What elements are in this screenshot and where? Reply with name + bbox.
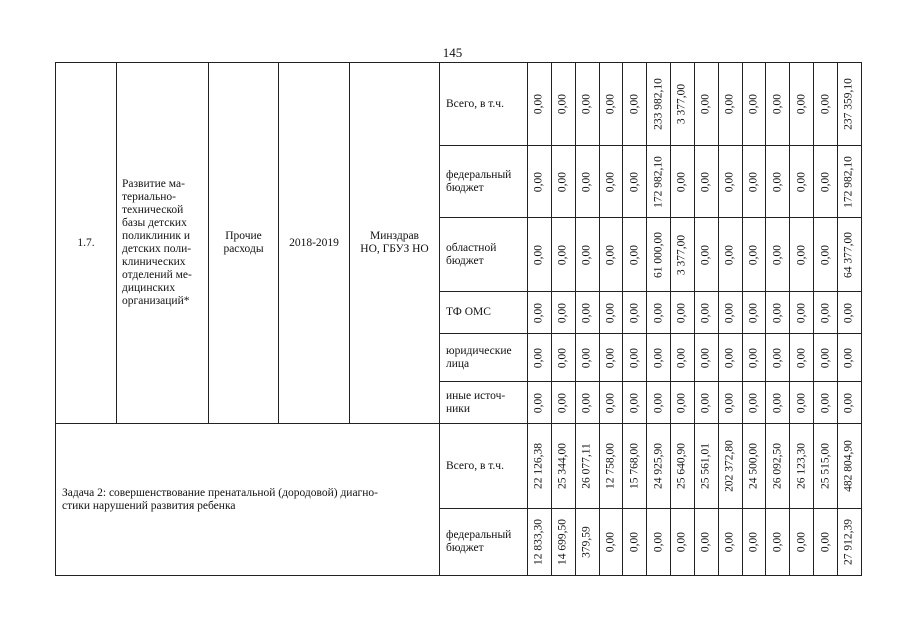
funding-source: федеральный бюджет [440,146,528,218]
row17-line3-value-9: 0,00 [718,218,742,292]
row17-line1-value-14: 237 359,10 [837,63,861,146]
task2-line2-value-13: 0,00 [814,509,838,576]
row17-line1-value-6: 233 982,10 [647,63,671,146]
task2-line2-value-6: 0,00 [647,509,671,576]
row17-line5-value-14: 0,00 [837,334,861,382]
row17-line5-value-2: 0,00 [551,334,575,382]
row17-line6-value-11: 0,00 [766,382,790,424]
row17-line1-value-11: 0,00 [766,63,790,146]
row17-line4-value-9: 0,00 [718,292,742,334]
row17-line2-value-4: 0,00 [599,146,623,218]
task-2-title: Задача 2: совершенствование пренатальной (дородовой) диагно- стики нарушений развития ребенка [56,424,440,576]
row17-line2-value-12: 0,00 [790,146,814,218]
row17-line1-value-4: 0,00 [599,63,623,146]
row17-line5-value-3: 0,00 [575,334,599,382]
executor: Минздрав НО, ГБУЗ НО [350,63,440,424]
expense-type: Прочие расходы [209,63,279,424]
row17-line4-value-6: 0,00 [647,292,671,334]
row17-line1-value-13: 0,00 [814,63,838,146]
task2-line1-value-8: 25 561,01 [694,424,718,509]
row17-line2-value-13: 0,00 [814,146,838,218]
task2-line1-value-12: 26 123,30 [790,424,814,509]
row17-line5-value-5: 0,00 [623,334,647,382]
row17-line4-value-13: 0,00 [814,292,838,334]
funding-source: иные источ- ники [440,382,528,424]
row17-line4-value-2: 0,00 [551,292,575,334]
budget-table [55,62,862,576]
row17-line4-value-10: 0,00 [742,292,766,334]
task2-line1-value-4: 12 758,00 [599,424,623,509]
row17-line6-value-14: 0,00 [837,382,861,424]
task2-line2-value-12: 0,00 [790,509,814,576]
row17-line6-value-4: 0,00 [599,382,623,424]
task2-line1-value-9: 202 372,80 [718,424,742,509]
row17-line3-value-4: 0,00 [599,218,623,292]
row17-line6-value-13: 0,00 [814,382,838,424]
row17-line2-value-6: 172 982,10 [647,146,671,218]
task2-line2-value-11: 0,00 [766,509,790,576]
row17-line2-value-11: 0,00 [766,146,790,218]
row17-line4-value-11: 0,00 [766,292,790,334]
row17-line5-value-7: 0,00 [671,334,695,382]
row17-line2-value-5: 0,00 [623,146,647,218]
row17-line1-value-2: 0,00 [551,63,575,146]
row17-line1-value-10: 0,00 [742,63,766,146]
row17-line5-value-10: 0,00 [742,334,766,382]
task2-line2-value-10: 0,00 [742,509,766,576]
row17-line5-value-9: 0,00 [718,334,742,382]
task2-line1-value-11: 26 092,50 [766,424,790,509]
task2-line2-value-7: 0,00 [671,509,695,576]
row17-line2-value-14: 172 982,10 [837,146,861,218]
row17-line5-value-6: 0,00 [647,334,671,382]
row17-line4-value-8: 0,00 [694,292,718,334]
row17-line5-value-13: 0,00 [814,334,838,382]
task2-line1-value-1: 22 126,38 [528,424,552,509]
row17-line1-value-9: 0,00 [718,63,742,146]
row17-line6-value-6: 0,00 [647,382,671,424]
row17-line3-value-8: 0,00 [694,218,718,292]
row17-line5-value-1: 0,00 [528,334,552,382]
task2-line2-value-2: 14 699,50 [551,509,575,576]
row17-line3-value-1: 0,00 [528,218,552,292]
row17-line3-value-12: 0,00 [790,218,814,292]
row-code: 1.7. [56,63,117,424]
task2-line2-value-14: 27 912,39 [837,509,861,576]
row-name: Развитие ма- териально- технической базы детских поликлиник и детских поли- клинических отделений ме- дицинских организаций* [117,63,209,424]
period: 2018-2019 [279,63,350,424]
row17-line6-value-8: 0,00 [694,382,718,424]
row17-line3-value-10: 0,00 [742,218,766,292]
row17-line3-value-5: 0,00 [623,218,647,292]
row17-line2-value-3: 0,00 [575,146,599,218]
task2-line2-value-9: 0,00 [718,509,742,576]
row17-line6-value-12: 0,00 [790,382,814,424]
task2-line1-value-7: 25 640,90 [671,424,695,509]
page-number: 145 [442,45,463,60]
row17-line1-value-3: 0,00 [575,63,599,146]
task2-line2-value-3: 379,59 [575,509,599,576]
row17-line2-value-7: 0,00 [671,146,695,218]
table-row [56,424,862,509]
task2-line2-value-8: 0,00 [694,509,718,576]
row17-line6-value-10: 0,00 [742,382,766,424]
table-row [56,63,862,146]
row17-line1-value-7: 3 377,00 [671,63,695,146]
task2-line1-value-6: 24 925,90 [647,424,671,509]
row17-line6-value-2: 0,00 [551,382,575,424]
row17-line6-value-5: 0,00 [623,382,647,424]
task2-line2-value-4: 0,00 [599,509,623,576]
row17-line6-value-3: 0,00 [575,382,599,424]
row17-line5-value-8: 0,00 [694,334,718,382]
row17-line2-value-8: 0,00 [694,146,718,218]
funding-source: Всего, в т.ч. [440,424,528,509]
task2-line1-value-14: 482 804,90 [837,424,861,509]
row17-line6-value-1: 0,00 [528,382,552,424]
row17-line3-value-3: 0,00 [575,218,599,292]
funding-source: федеральный бюджет [440,509,528,576]
row17-line4-value-7: 0,00 [671,292,695,334]
row17-line5-value-12: 0,00 [790,334,814,382]
funding-source: областной бюджет [440,218,528,292]
row17-line1-value-8: 0,00 [694,63,718,146]
row17-line4-value-5: 0,00 [623,292,647,334]
row17-line6-value-7: 0,00 [671,382,695,424]
row17-line2-value-9: 0,00 [718,146,742,218]
funding-source: юридические лица [440,334,528,382]
task2-line1-value-10: 24 500,00 [742,424,766,509]
row17-line3-value-14: 64 377,00 [837,218,861,292]
task2-line1-value-13: 25 515,00 [814,424,838,509]
row17-line1-value-1: 0,00 [528,63,552,146]
funding-source: Всего, в т.ч. [440,63,528,146]
row17-line3-value-13: 0,00 [814,218,838,292]
row17-line4-value-14: 0,00 [837,292,861,334]
row17-line1-value-5: 0,00 [623,63,647,146]
row17-line3-value-7: 3 377,00 [671,218,695,292]
row17-line4-value-12: 0,00 [790,292,814,334]
task2-line1-value-5: 15 768,00 [623,424,647,509]
row17-line5-value-11: 0,00 [766,334,790,382]
row17-line4-value-4: 0,00 [599,292,623,334]
row17-line2-value-1: 0,00 [528,146,552,218]
row17-line3-value-2: 0,00 [551,218,575,292]
task2-line2-value-1: 12 833,30 [528,509,552,576]
row17-line3-value-11: 0,00 [766,218,790,292]
row17-line2-value-10: 0,00 [742,146,766,218]
row17-line4-value-1: 0,00 [528,292,552,334]
task2-line1-value-3: 26 077,11 [575,424,599,509]
row17-line5-value-4: 0,00 [599,334,623,382]
task2-line1-value-2: 25 344,00 [551,424,575,509]
row17-line1-value-12: 0,00 [790,63,814,146]
task2-line2-value-5: 0,00 [623,509,647,576]
row17-line6-value-9: 0,00 [718,382,742,424]
row17-line4-value-3: 0,00 [575,292,599,334]
row17-line2-value-2: 0,00 [551,146,575,218]
row17-line3-value-6: 61 000,00 [647,218,671,292]
funding-source: ТФ ОМС [440,292,528,334]
